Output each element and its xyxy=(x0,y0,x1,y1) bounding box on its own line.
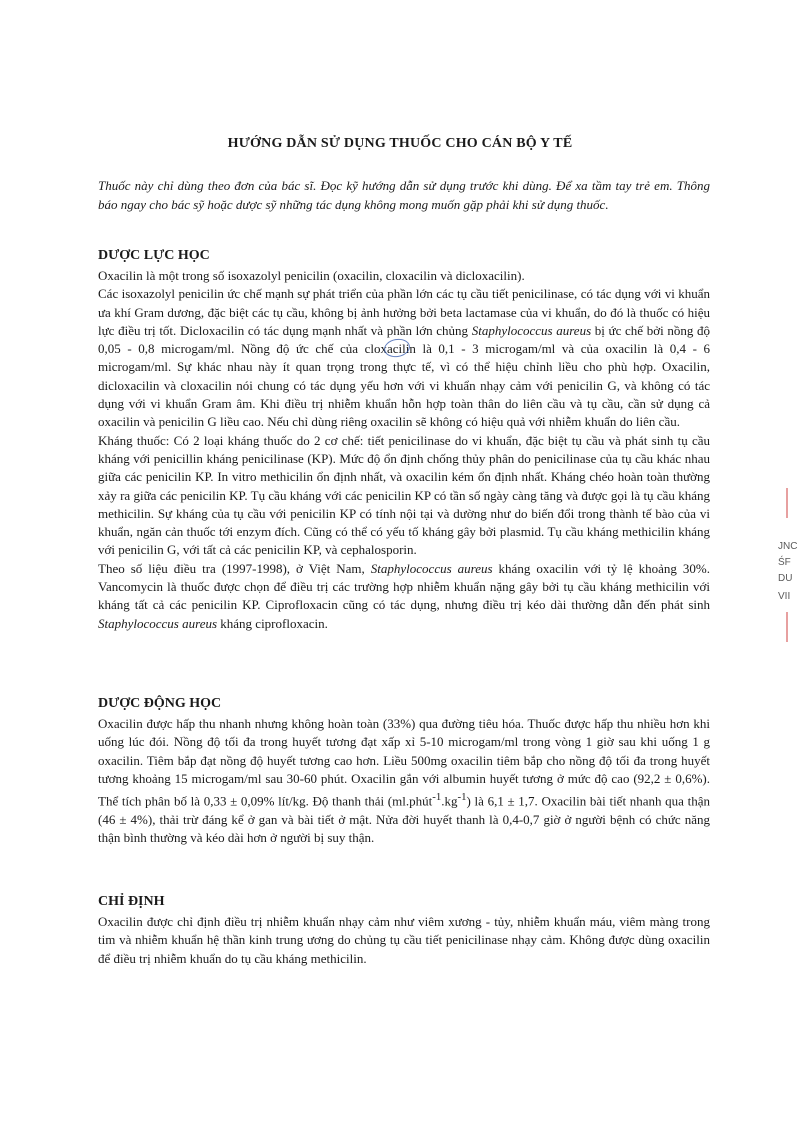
document-title: HƯỚNG DẪN SỬ DỤNG THUỐC CHO CÁN BỘ Y TẾ xyxy=(227,136,573,151)
section-pharmacodynamics xyxy=(98,247,710,633)
paragraph xyxy=(98,715,710,847)
species-name: Staphylococcus aureus xyxy=(98,615,218,631)
text-run: kháng oxacilin với tỷ lệ khoảng 30%. Vancomycin là thuốc được chọn để điều trị các trường hợp nhiễm khuẩn nặng gây bởi tụ cầu kháng methicilin với kháng tất cả các penicilin KP. Ciprofloxacin cũng có tác dụng, nhưng điều trị kéo dài thường dẫn đến phát sinh xyxy=(98,560,710,613)
superscript: -1 xyxy=(432,791,442,804)
paragraph xyxy=(98,285,710,431)
text-run: Theo số liệu điều tra (1997-1998), ở Việt Nam, xyxy=(98,560,371,576)
text-run: Oxacilin được hấp thu nhanh nhưng không hoàn toàn (33%) qua đường tiêu hóa. Thuốc được hấp thu nhiều hơn khi uống lúc đói. Nồng độ tối đa trong huyết tương đạt xấp xỉ 5-10 microgam/ml trong vòng 1 giờ sau khi uống 1 g oxacilin. Tiêm bắp đạt nồng độ huyết tương cao hơn. Liều 500mg oxacilin tiêm bắp cho nồng độ tối đa trong huyết tương khoảng 15 microgam/ml sau 30-60 phút. Oxacilin gắn với albumin huyết tương ở mức độ cao (92,2 ± 0,6%). Thể tích phân bố là 0,33 ± 0,09% lít/kg. Độ thanh thải (ml.phút xyxy=(98,716,710,809)
text-run: ) là 6,1 ± 1,7. Oxacilin bài tiết nhanh qua thận (46 ± 4%), thải trừ đáng kể ở gan và bài tiết ở mật. Nửa đời huyết thanh là 0,4-0,7 giờ ở người bệnh có chức năng thận bình thường và kéo dài hơn ở người bị suy thận. xyxy=(98,793,710,846)
edge-fragment: ŚF xyxy=(778,557,791,568)
edge-fragment: VII xyxy=(778,591,791,602)
species-name: Staphylococcus aureus xyxy=(370,560,493,576)
section-pharmacokinetics xyxy=(98,695,710,847)
text-run: Các isoxazolyl penicilin ức chế mạnh sự phát triển của phần lớn các tụ cầu tiết penicilinase, có tác dụng với vi khuẩn ưa khí Gram dương, đặc biệt các tụ cầu, không bị ảnh hưởng bởi beta lactamase của vi khuẩn, do đó là thuốc có hiệu lực điều trị tốt. Dicloxacilin có tác dụng mạnh nhất và phần lớn chủng xyxy=(98,286,710,338)
edge-fragment: DU xyxy=(778,573,793,584)
edge-fragment: JNC xyxy=(778,541,798,552)
superscript: -1 xyxy=(457,791,467,804)
edge-red-mark xyxy=(786,488,800,518)
section-heading: DƯỢC ĐỘNG HỌC xyxy=(98,696,222,711)
paragraph: Oxacilin được chỉ định điều trị nhiễm khuẩn nhạy cảm như viêm xương - tủy, nhiễm khuẩn máu, viêm màng trong tim và nhiễm khuẩn hệ thần kinh trung ương do chủng tụ cầu tiết penicilinase nhạy cảm. Không được dùng oxacilin để điều trị nhiễm khuẩn do tụ cầu kháng methicilin. xyxy=(98,914,710,966)
section-indications xyxy=(98,893,710,968)
paragraph: Kháng thuốc: Có 2 loại kháng thuốc do 2 cơ chế: tiết penicilinase do vi khuẩn, đặc biệt tụ cầu và phát sinh tụ cầu kháng với penicillin kháng penicilinase (KP). Mức độ ổn định chống thủy phân do penicilinase của tụ cầu khác nhau giữa các penicilin KP. In vitro methicilin ổn định nhất, và oxacilin kém ổn định nhất. Kháng chéo hoàn toàn thường xảy ra giữa các penicilin KP. Tụ cầu kháng với các penicilin KP có tần số ngày càng tăng và được gọi là tụ cầu kháng methicilin. Sự kháng của tụ cầu với penicilin KP có tính nội tại và dường như do biến đổi trong thành tế bào của vi khuẩn, ngăn cản thuốc tới enzym đích. Cũng có thể có yếu tố kháng gây bởi plasmid. Tụ cầu kháng methicilin kháng với penicilin G, với tất cả các penicilin KP, và cephalosporin. xyxy=(98,432,710,558)
text-run: bị ức chế bởi nồng độ 0,05 - 0,8 microgam/ml. Nồng độ ức chế của cloxacilin là 0,1 - 3 microgam/ml và của oxacilin là 0,4 - 6 microgam/ml. Sự khác nhau này ít quan trọng trong thực tế, vì có thể hiệu chỉnh liều cho phù hợp. Oxacilin, dicloxacilin và cloxacilin nói chung có tác dụng yếu hơn với vi khuẩn nhạy cảm với penicilin G, và không có tác dụng với vi khuẩn Gram âm. Khi điều trị nhiễm khuẩn hỗn hợp toàn thân do liên cầu và tụ cầu, cần sử dụng cả oxacilin và penicilin G liều cao. Nếu chỉ dùng riêng oxacilin sẽ không có hiệu quả với nhiễm khuẩn do liên cầu. xyxy=(98,322,710,430)
edge-red-mark xyxy=(786,612,800,642)
section-heading: CHỈ ĐỊNH xyxy=(98,894,165,909)
text-run: .kg xyxy=(441,793,458,809)
text-run: kháng ciprofloxacin. xyxy=(217,615,328,631)
section-heading: DƯỢC LỰC HỌC xyxy=(98,248,210,263)
paragraph xyxy=(98,560,710,633)
paragraph: Oxacilin là một trong số isoxazolyl penicilin (oxacilin, cloxacilin và dicloxacilin). xyxy=(98,268,525,283)
warning-intro: Thuốc này chỉ dùng theo đơn của bác sĩ. Đọc kỹ hướng dẫn sử dụng trước khi dùng. Để xa tầm tay trẻ em. Thông báo ngay cho bác sỹ hoặc dược sỹ những tác dụng không mong muốn gặp phải khi sử dụng thuốc. xyxy=(98,178,710,212)
species-name: Staphylococcus aureus xyxy=(471,322,592,338)
